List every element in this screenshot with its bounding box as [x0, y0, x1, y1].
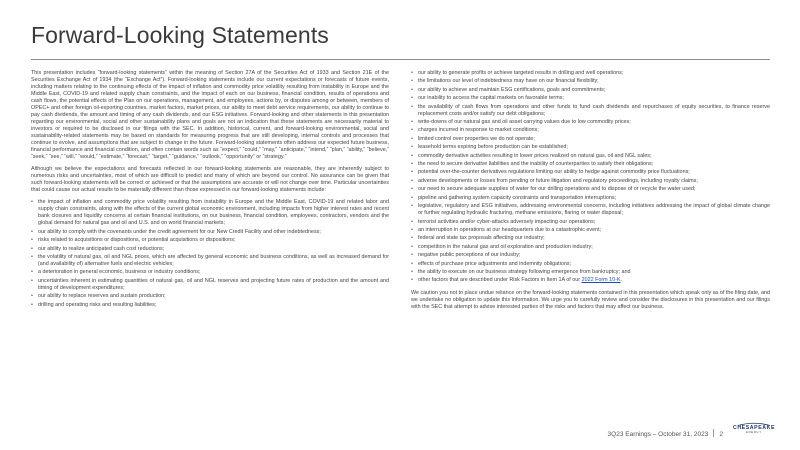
form-10k-link[interactable]: 2022 Form 10-K [581, 277, 621, 284]
list-item: • our ability to comply with the covenants under the credit agreement for our New Credit Facility and other indebtedness; [31, 229, 389, 236]
list-item: • risks related to acquisitions or dispositions, or potential acquisitions or dispositions; [31, 237, 389, 244]
right-column [411, 70, 770, 316]
list-item: • the need to secure derivative liabilities and the inability of counterparties to satisfy their obligations; [411, 161, 770, 168]
list-item: • leasehold terms expiring before production can be established; [411, 144, 770, 151]
list-item: • negative public perceptions of our industry; [411, 252, 770, 259]
list-item: • our need to secure adequate supplies of water for our drilling operations and to dispose of or recycle the water used; [411, 186, 770, 193]
left-column [31, 70, 389, 310]
company-logo [730, 418, 778, 438]
list-item: • potential over-the-counter derivatives regulations limiting our ability to hedge against commodity price fluctuations; [411, 169, 770, 176]
footer-divider [713, 429, 714, 437]
logo-wordmark: CHESAPEAKE [732, 424, 776, 431]
last-bullet-text: other factors that are described under Risk Factors in Item 1A of our [418, 277, 582, 284]
footer-text: 3Q23 Earnings – October 31, 2023 [607, 431, 709, 438]
list-item: • our ability to replace reserves and sustain production; [31, 293, 389, 300]
list-item: • uncertainties inherent in estimating quantities of natural gas, oil and NGL reserves and projecting future rates of production and the amount and timing of development expenditures; [31, 278, 389, 292]
list-item: • competition in the natural gas and oil exploration and production industry; [411, 244, 770, 251]
footer [608, 429, 723, 438]
list-item: • write-downs of our natural gas and oil asset carrying values due to low commodity prices; [411, 119, 770, 126]
page-title: Forward-Looking Statements [31, 22, 329, 48]
list-item: • our inability to access the capital markets on favorable terms; [411, 95, 770, 102]
list-item: • adverse developments or losses from pending or future litigation and regulatory proceedings, including royalty claims; [411, 178, 770, 185]
list-item: • our ability to realize anticipated cash cost reductions; [31, 246, 389, 253]
list-item: • the ability to execute on our business strategy following emergence from bankruptcy; and [411, 269, 770, 276]
list-item: • effects of purchase price adjustments and indemnity obligations; [411, 261, 770, 268]
risk-list-left [31, 199, 389, 308]
logo-subtitle: ENERGY [746, 430, 762, 434]
list-item: • our ability to generate profits or achieve targeted results in drilling and well operations; [411, 70, 770, 77]
closing-paragraph: We caution you not to place undue reliance on the forward-looking statements contained in this presentation which speak only as of the filing date, and we undertake no obligation to update this information. We urge you to carefully review and consider the disclosures in this presentation and our filings with the SEC that attempt to advise interested parties of the risks and factors that may affect our business. [411, 290, 770, 311]
list-item: • legislative, regulatory and ESG initiatives, addressing environmental concerns, including initiatives addressing the impact of global climate change or further regulating hydraulic fracturing, methane emissions, flaring or water disposal; [411, 203, 770, 217]
page-number: 2 [719, 431, 723, 438]
list-item: • commodity derivative activities resulting in lower prices realized on natural gas, oil and NGL sales; [411, 153, 770, 160]
list-item: • the availability of cash flows from operations and other funds to fund cash dividends and repurchases of equity securities, to finance reserve replacement costs and/or satisfy our debt obligations; [411, 104, 770, 118]
list-item: • a deterioration in general economic, business or industry conditions; [31, 269, 389, 276]
last-bullet-suffix: . [620, 277, 623, 284]
list-item: • limited control over properties we do not operate; [411, 136, 770, 143]
list-item: • federal and state tax proposals affecting our industry; [411, 235, 770, 242]
list-item: • drilling and operating risks and resulting liabilities; [31, 302, 389, 309]
list-item: • an interruption in operations at our headquarters due to a catastrophic event; [411, 227, 770, 234]
title-divider [31, 59, 770, 60]
risk-list-right [411, 70, 770, 284]
list-item: • the volatility of natural gas, oil and NGL prices, which are affected by general economic and business conditions, as well as increased demand for (and availability of) alternative fuels and electric vehicles; [31, 254, 389, 268]
intro-paragraph: This presentation includes “forward-looking statements” within the meaning of Section 27A of the Securities Act of 1933 and Section 21E of the Securities Exchange Act of 1934 (the “Exchange Act”). Forward-looking statements include our current expectations or forecasts of future events, including matters relating to the continuing effects of the impact of inflation and commodity price volatility resulting from instability in Europe and the Middle East, COVID-19 and related supply chain constraints, and the impact of each on our business, financial condition, results of operations and cash flows, the potential effects of the Plan on our operations, management, and employees, actions by, or disputes among or between, members of OPEC+ and other foreign oil-exporting countries, market factors, market prices, our ability to meet debt service requirements, our ability to continue to pay cash dividends, the amount and timing of any cash dividends, and our ESG initiatives. Forward-looking and other statements in this presentation regarding our environmental, social and other sustainability plans and goals are not an indication that these statements are necessarily material to investors or required to be disclosed in our filings with the SEC. In addition, historical, current, and forward-looking environmental, social and sustainability-related statements may be based on standards for measuring progress that are still developing, internal controls and processes that continue to evolve, and assumptions that are subject to change in the future. Forward-looking statements often address our expected future business, financial performance and financial condition, and often contain words such as “expect,” “could,” “may,” “anticipate,” “intend,” “plan,” “ability,” “believe,” “seek,” “see,” “will,” “would,” “estimate,” “forecast,” “target,” “guidance,” “outlook,” “opportunity” or “strategy.” [31, 70, 389, 161]
list-item: • pipeline and gathering system capacity constraints and transportation interruptions; [411, 195, 770, 202]
risk-intro-paragraph: Although we believe the expectations and forecasts reflected in our forward-looking statements are reasonable, they are inherently subject to numerous risks and uncertainties, most of which are difficult to predict and many of which are beyond our control. No assurance can be given that such forward-looking statements will be correct or achieved or that the assumptions are accurate or will not change over time. Particular uncertainties that could cause our actual results to be materially different than those expressed in our forward-looking statements include: [31, 166, 389, 194]
list-item: • charges incurred in response to market conditions; [411, 127, 770, 134]
list-item-last [411, 277, 770, 284]
list-item: • the limitations our level of indebtedness may have on our financial flexibility; [411, 78, 770, 85]
list-item: • terrorist activities and/or cyber-attacks adversely impacting our operations; [411, 219, 770, 226]
list-item: • our ability to achieve and maintain ESG certifications, goals and commitments; [411, 87, 770, 94]
list-item: • the impact of inflation and commodity price volatility resulting from instability in Europe and the Middle East, COVID-19 and related labor and supply chain constraints, along with the effects of the current global economic environment, including impacts from higher interest rates and recent bank closures and liquidity concerns at certain financial institutions, on our business, financial condition, employees, contractors, vendors and the global demand for natural gas and oil and U.S. and on world financial markets; [31, 199, 389, 227]
